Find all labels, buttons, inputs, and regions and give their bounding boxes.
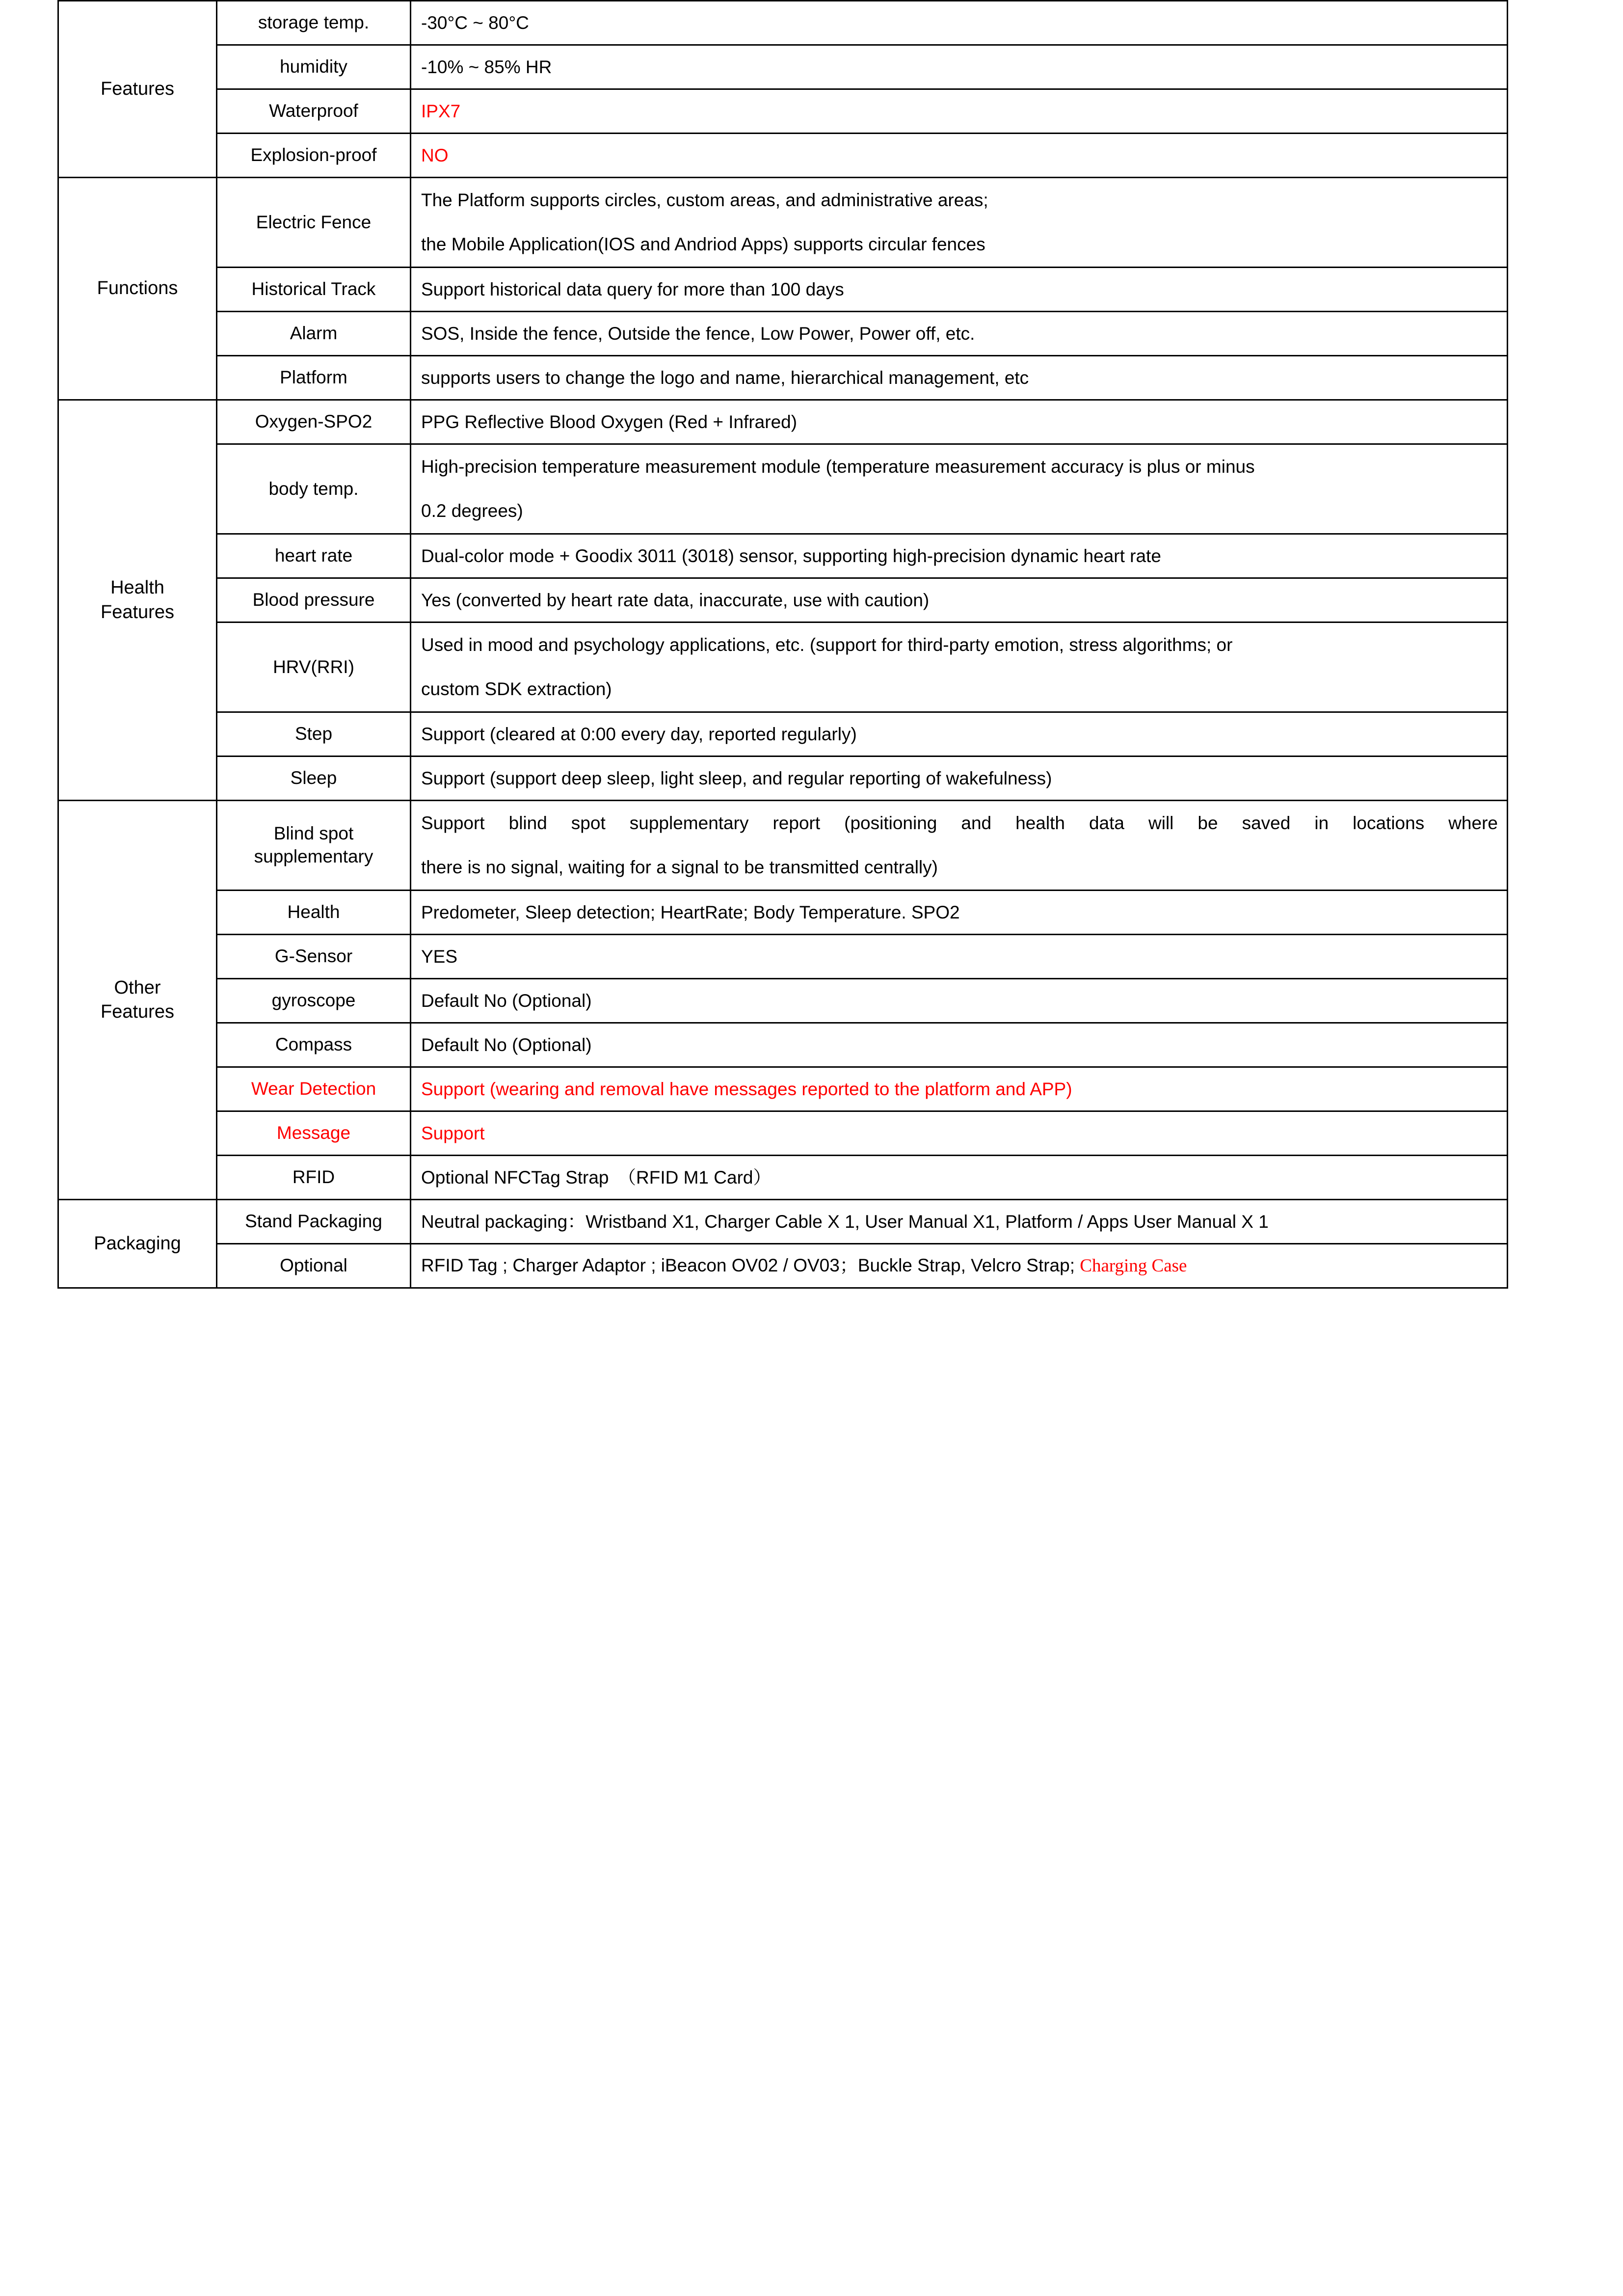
row-label-heart-rate: heart rate (217, 534, 411, 578)
row-label-explosion-proof: Explosion-proof (217, 134, 411, 178)
table-row (58, 756, 1508, 801)
row-label-oxygen-spo2: Oxygen-SPO2 (217, 400, 411, 444)
table-row (58, 134, 1508, 178)
table-row (58, 356, 1508, 400)
value-line-1: Support blind spot supplementary report (positioning and health data will be saved in locations where (421, 813, 1498, 833)
table-row (58, 578, 1508, 622)
row-label-message: Message (217, 1111, 411, 1156)
optional-value-charging-case: Charging Case (1080, 1256, 1187, 1276)
row-label-gyroscope: gyroscope (217, 979, 411, 1023)
row-value-hrv-rri (411, 622, 1508, 712)
table-row (58, 1156, 1508, 1200)
value-line-1: Used in mood and psychology applications, etc. (support for third-party emotion, stress algorithms; or (421, 635, 1233, 655)
table-row (58, 268, 1508, 312)
group-cell-health-features (58, 400, 217, 801)
group-cell-other-features (58, 801, 217, 1200)
row-label-rfid: RFID (217, 1156, 411, 1200)
group-label-line-2: Features (101, 1001, 174, 1022)
product-specification-table (57, 0, 1508, 1289)
group-cell-packaging: Packaging (58, 1200, 217, 1288)
row-label-waterproof: Waterproof (217, 89, 411, 134)
value-line-2: custom SDK extraction) (421, 679, 612, 699)
row-label-humidity: humidity (217, 45, 411, 89)
row-label-storage-temp: storage temp. (217, 1, 411, 45)
label-line-1: Blind spot (273, 823, 354, 844)
group-cell-features: Features (58, 1, 217, 178)
row-label-electric-fence: Electric Fence (217, 178, 411, 268)
row-label-body-temp: body temp. (217, 444, 411, 534)
group-label-line-2: Features (101, 601, 174, 622)
table-row (58, 935, 1508, 979)
row-label-optional: Optional (217, 1244, 411, 1288)
row-value-storage-temp: -30°C ~ 80°C (411, 1, 1508, 45)
row-label-hrv-rri: HRV(RRI) (217, 622, 411, 712)
table-row (58, 1244, 1508, 1288)
row-value-body-temp (411, 444, 1508, 534)
group-label-line-1: Other (114, 977, 161, 998)
table-row (58, 622, 1508, 712)
row-value-optional (411, 1244, 1508, 1288)
row-value-blood-pressure: Yes (converted by heart rate data, inaccurate, use with caution) (411, 578, 1508, 622)
row-value-heart-rate: Dual-color mode + Goodix 3011 (3018) sensor, supporting high-precision dynamic heart rate (411, 534, 1508, 578)
table-row (58, 534, 1508, 578)
table-row (58, 89, 1508, 134)
row-label-compass: Compass (217, 1023, 411, 1067)
row-label-historical-track: Historical Track (217, 268, 411, 312)
table-row (58, 45, 1508, 89)
row-label-g-sensor: G-Sensor (217, 935, 411, 979)
row-label-health: Health (217, 891, 411, 935)
row-value-waterproof: IPX7 (411, 89, 1508, 134)
value-line-2: the Mobile Application(IOS and Andriod Apps) supports circular fences (421, 234, 985, 254)
optional-value-black: RFID Tag ; Charger Adaptor ; iBeacon OV02 / OV03；Buckle Strap, Velcro Strap; (421, 1255, 1080, 1276)
row-value-gyroscope: Default No (Optional) (411, 979, 1508, 1023)
table-row (58, 1111, 1508, 1156)
row-label-blood-pressure: Blood pressure (217, 578, 411, 622)
row-value-sleep: Support (support deep sleep, light sleep, and regular reporting of wakefulness) (411, 756, 1508, 801)
group-cell-functions: Functions (58, 178, 217, 400)
row-label-sleep: Sleep (217, 756, 411, 801)
value-line-2: there is no signal, waiting for a signal to be transmitted centrally) (421, 857, 938, 877)
row-value-step: Support (cleared at 0:00 every day, reported regularly) (411, 712, 1508, 756)
value-line-1: The Platform supports circles, custom areas, and administrative areas; (421, 190, 988, 210)
row-label-alarm: Alarm (217, 312, 411, 356)
table-row (58, 178, 1508, 268)
table-row (58, 1067, 1508, 1111)
row-value-health: Predometer, Sleep detection; HeartRate; Body Temperature. SPO2 (411, 891, 1508, 935)
row-value-explosion-proof: NO (411, 134, 1508, 178)
row-value-platform: supports users to change the logo and name, hierarchical management, etc (411, 356, 1508, 400)
row-value-electric-fence (411, 178, 1508, 268)
table-row (58, 312, 1508, 356)
table-row (58, 979, 1508, 1023)
row-value-alarm: SOS, Inside the fence, Outside the fence, Low Power, Power off, etc. (411, 312, 1508, 356)
row-label-stand-packaging: Stand Packaging (217, 1200, 411, 1244)
row-label-platform: Platform (217, 356, 411, 400)
row-value-compass: Default No (Optional) (411, 1023, 1508, 1067)
row-value-wear-detection: Support (wearing and removal have messages reported to the platform and APP) (411, 1067, 1508, 1111)
table-row (58, 400, 1508, 444)
table-row (58, 1023, 1508, 1067)
row-label-blind-spot-supplementary (217, 801, 411, 891)
label-line-2: supplementary (254, 846, 373, 866)
row-value-oxygen-spo2: PPG Reflective Blood Oxygen (Red + Infrared) (411, 400, 1508, 444)
row-label-step: Step (217, 712, 411, 756)
row-value-historical-track: Support historical data query for more than 100 days (411, 268, 1508, 312)
table-row (58, 891, 1508, 935)
row-value-rfid: Optional NFCTag Strap （RFID M1 Card） (411, 1156, 1508, 1200)
row-label-wear-detection: Wear Detection (217, 1067, 411, 1111)
row-value-message: Support (411, 1111, 1508, 1156)
table-row (58, 1200, 1508, 1244)
row-value-humidity: -10% ~ 85% HR (411, 45, 1508, 89)
table-row (58, 801, 1508, 891)
table-row (58, 444, 1508, 534)
table-row (58, 712, 1508, 756)
value-line-2: 0.2 degrees) (421, 501, 523, 521)
group-label-line-1: Health (110, 577, 164, 598)
row-value-stand-packaging: Neutral packaging：Wristband X1, Charger Cable X 1, User Manual X1, Platform / Apps User Manual X 1 (411, 1200, 1508, 1244)
table-row (58, 1, 1508, 45)
row-value-blind-spot-supplementary (411, 801, 1508, 891)
row-value-g-sensor: YES (411, 935, 1508, 979)
value-line-1: High-precision temperature measurement module (temperature measurement accuracy is plus or minus (421, 457, 1255, 477)
